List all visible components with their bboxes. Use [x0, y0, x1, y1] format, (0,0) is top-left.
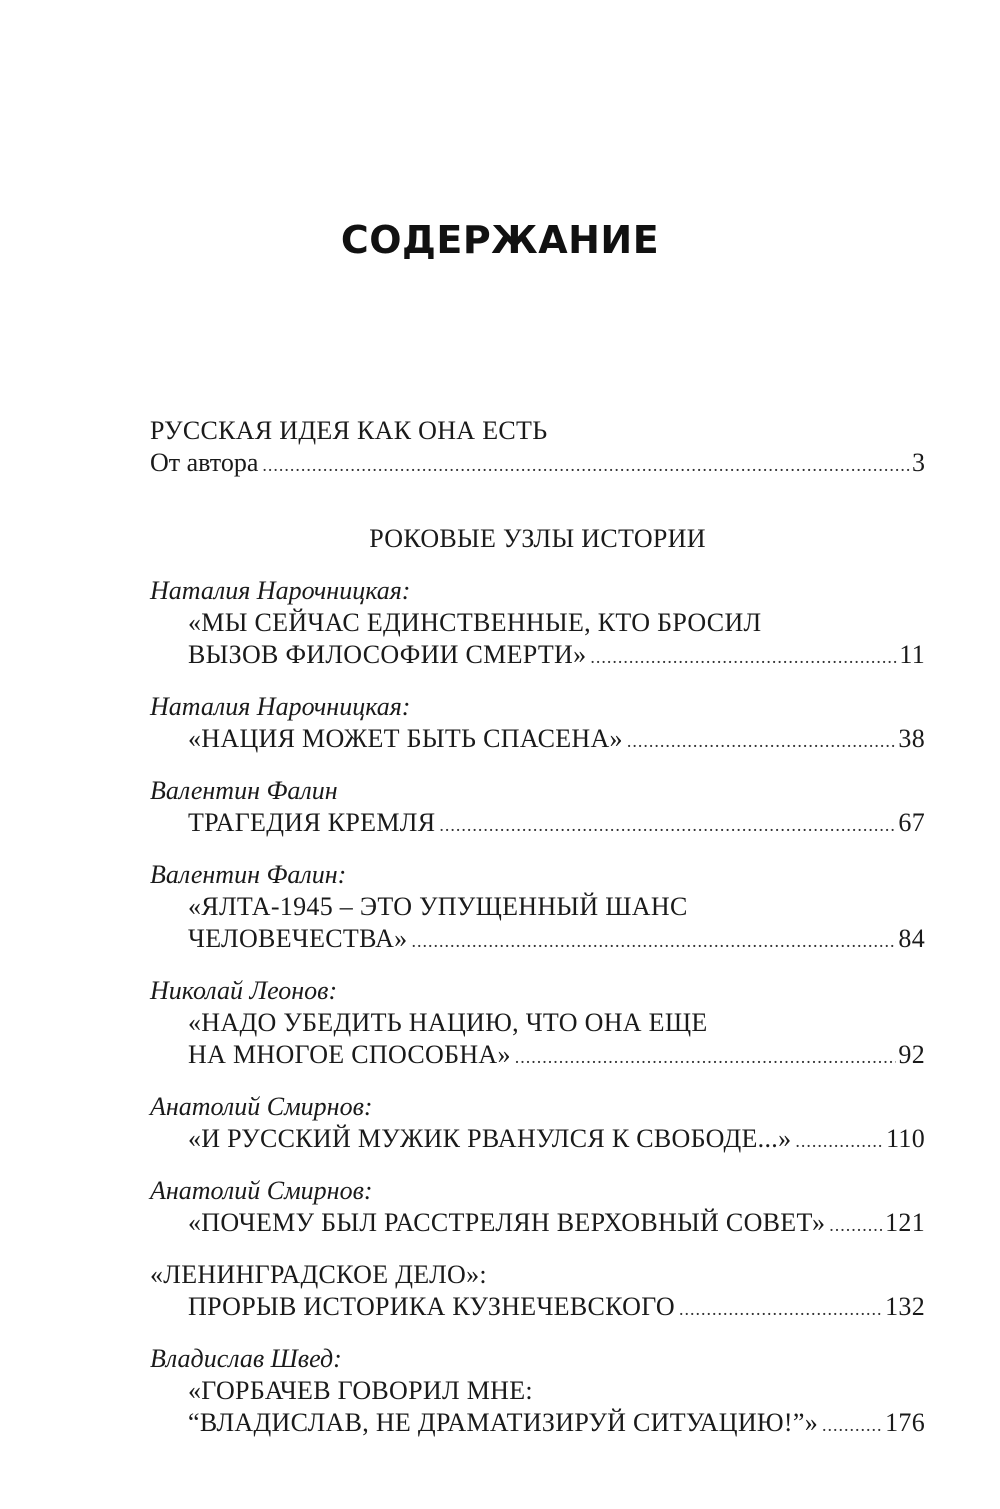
- entry-title-last-line: [150, 723, 925, 757]
- entry-title-last-line: [150, 923, 925, 957]
- page-number: 132: [885, 1292, 925, 1321]
- toc-intro: [150, 415, 925, 481]
- entry-title-last-line: [150, 1291, 925, 1325]
- entry-title: От автора: [150, 448, 259, 477]
- toc-entry[interactable]: [150, 975, 925, 1073]
- toc-entry[interactable]: [150, 575, 925, 673]
- entry-title-last-line: [150, 1123, 925, 1157]
- page-number: 110: [886, 1124, 925, 1153]
- entry-title: «И РУССКИЙ МУЖИК РВАНУЛСЯ К СВОБОДЕ...»: [188, 1124, 792, 1153]
- leader-dots: [262, 449, 910, 481]
- entry-title: «НАЦИЯ МОЖЕТ БЫТЬ СПАСЕНА»: [188, 724, 623, 753]
- entry-author: Анатолий Смирнов:: [150, 1176, 373, 1205]
- entry-title-last-line: [150, 1039, 925, 1073]
- entry-title: НА МНОГОЕ СПОСОБНА»: [188, 1040, 511, 1069]
- entry-title: «ПОЧЕМУ БЫЛ РАССТРЕЛЯН ВЕРХОВНЫЙ СОВЕТ»: [188, 1208, 826, 1237]
- entry-title-last-line: [150, 1207, 925, 1241]
- page-title: СОДЕРЖАНИЕ: [340, 218, 660, 262]
- toc-entry[interactable]: [150, 1259, 925, 1325]
- entry-title-last-line: [150, 639, 925, 673]
- section-heading: РОКОВЫЕ УЗЛЫ ИСТОРИИ: [369, 524, 706, 553]
- entry-heading-line: «ЛЕНИНГРАДСКОЕ ДЕЛО»:: [150, 1260, 487, 1289]
- entry-author: Валентин Фалин: [150, 776, 338, 805]
- leader-dots: [515, 1041, 897, 1073]
- entry-title-line: «ЯЛТА-1945 – ЭТО УПУЩЕННЫЙ ШАНС: [188, 892, 688, 921]
- leader-dots: [795, 1125, 884, 1157]
- toc-entry[interactable]: [150, 1343, 925, 1441]
- toc-entry[interactable]: [150, 775, 925, 841]
- entry-title-last-line: [150, 807, 925, 841]
- leader-dots: [829, 1209, 883, 1241]
- page-number: 38: [898, 724, 925, 753]
- toc-entry-intro[interactable]: [150, 447, 925, 481]
- page-number: 176: [885, 1408, 925, 1437]
- page-number: 92: [898, 1040, 925, 1069]
- page-number: 121: [885, 1208, 925, 1237]
- entry-title: ПРОРЫВ ИСТОРИКА КУЗНЕЧЕВСКОГО: [188, 1292, 675, 1321]
- entry-title: ВЫЗОВ ФИЛОСОФИИ СМЕРТИ»: [188, 640, 587, 669]
- page-number: 84: [898, 924, 925, 953]
- entry-title-line: «МЫ СЕЙЧАС ЕДИНСТВЕННЫЕ, КТО БРОСИЛ: [188, 608, 762, 637]
- entry-title-line: «ГОРБАЧЕВ ГОВОРИЛ МНЕ:: [188, 1376, 533, 1405]
- page-number: 3: [912, 448, 925, 477]
- entry-title-line: «НАДО УБЕДИТЬ НАЦИЮ, ЧТО ОНА ЕЩЕ: [188, 1008, 708, 1037]
- toc-entry[interactable]: [150, 1091, 925, 1157]
- entry-title: “ВЛАДИСЛАВ, НЕ ДРАМАТИЗИРУЙ СИТУАЦИЮ!”»: [188, 1408, 819, 1437]
- leader-dots: [627, 725, 897, 757]
- toc-entry[interactable]: [150, 859, 925, 957]
- entry-author: Владислав Швед:: [150, 1344, 342, 1373]
- page-number: 67: [898, 808, 925, 837]
- entry-title: ТРАГЕДИЯ КРЕМЛЯ: [188, 808, 436, 837]
- toc-entry[interactable]: [150, 691, 925, 757]
- entry-author: Валентин Фалин:: [150, 860, 347, 889]
- intro-heading: РУССКАЯ ИДЕЯ КАК ОНА ЕСТЬ: [150, 416, 548, 445]
- page-number: 11: [899, 640, 925, 669]
- entry-author: Николай Леонов:: [150, 976, 338, 1005]
- leader-dots: [679, 1293, 883, 1325]
- entry-author: Анатолий Смирнов:: [150, 1092, 373, 1121]
- leader-dots: [822, 1409, 883, 1441]
- entry-title-last-line: [150, 1407, 925, 1441]
- leader-dots: [411, 925, 896, 957]
- table-of-contents: [150, 415, 925, 1459]
- leader-dots: [439, 809, 896, 841]
- toc-entry[interactable]: [150, 1175, 925, 1241]
- leader-dots: [590, 641, 897, 673]
- entry-author: Наталия Нарочницкая:: [150, 576, 411, 605]
- entry-title: ЧЕЛОВЕЧЕСТВА»: [188, 924, 408, 953]
- entry-author: Наталия Нарочницкая:: [150, 692, 411, 721]
